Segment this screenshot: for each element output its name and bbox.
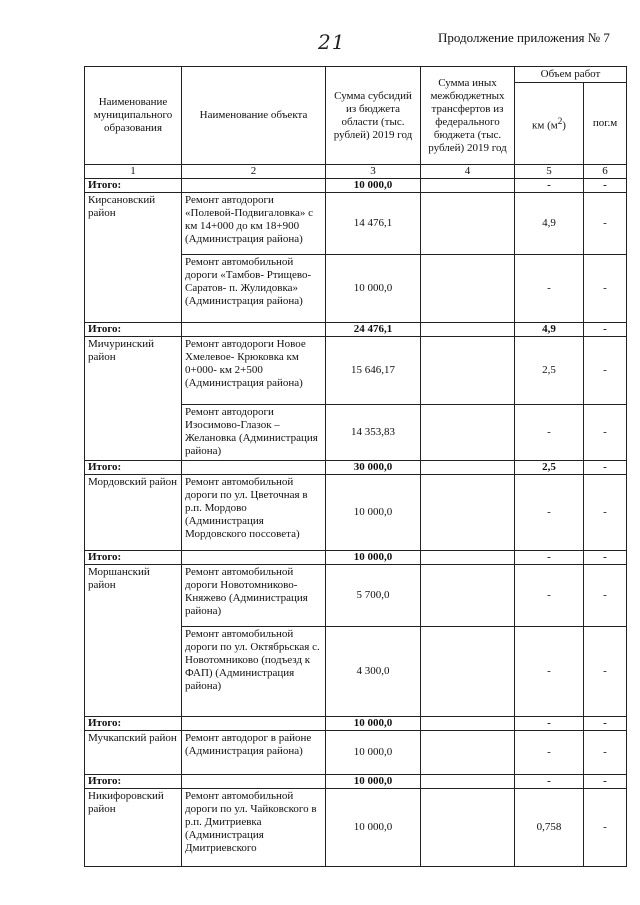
subsidy-amount: 5 700,0 xyxy=(326,565,421,627)
col-number: 2 xyxy=(182,165,326,179)
other-transfers xyxy=(421,405,515,461)
table-row xyxy=(85,193,627,255)
total-label: Итого: xyxy=(85,717,182,731)
total-pogm: - xyxy=(584,179,627,193)
header-km: км $(м^2)$ xyxy=(515,83,584,165)
total-label: Итого: xyxy=(85,551,182,565)
total-subsidy: 30 000,0 xyxy=(326,461,421,475)
table-row xyxy=(85,475,627,551)
volume-km: - xyxy=(515,475,584,551)
total-km: - xyxy=(515,179,584,193)
col-number: 5 xyxy=(515,165,584,179)
total-row xyxy=(85,323,627,337)
total-pogm: - xyxy=(584,775,627,789)
total-pogm: - xyxy=(584,717,627,731)
total-subsidy: 24 476,1 xyxy=(326,323,421,337)
subsidy-amount: 10 000,0 xyxy=(326,731,421,775)
total-empty xyxy=(421,717,515,731)
object-name: Ремонт автодорог в районе (Администрация района) xyxy=(182,731,326,775)
volume-km: - xyxy=(515,627,584,717)
total-row xyxy=(85,775,627,789)
volume-pogm: - xyxy=(584,627,627,717)
volume-pogm: - xyxy=(584,731,627,775)
volume-km: 0,758 xyxy=(515,789,584,867)
total-empty xyxy=(182,179,326,193)
object-name: Ремонт автомобильной дороги «Тамбов- Ртищево-Саратов- п. Жулидовка» (Администрация района) xyxy=(182,255,326,323)
volume-pogm: - xyxy=(584,475,627,551)
total-empty xyxy=(182,323,326,337)
object-name: Ремонт автомобильной дороги Новотомниково- Княжево (Администрация района) xyxy=(182,565,326,627)
district-name: Мордовский район xyxy=(85,475,182,551)
volume-pogm: - xyxy=(584,405,627,461)
total-label: Итого: xyxy=(85,179,182,193)
volume-pogm: - xyxy=(584,565,627,627)
total-empty xyxy=(421,775,515,789)
other-transfers xyxy=(421,337,515,405)
total-empty xyxy=(421,179,515,193)
total-subsidy: 10 000,0 xyxy=(326,775,421,789)
object-name: Ремонт автодороги Изосимово-Глазок – Желановка (Администрация района) xyxy=(182,405,326,461)
object-name: Ремонт автомобильной дороги по ул. Октябрьская с. Новотомниково (подъезд к ФАП) (Администрация района) xyxy=(182,627,326,717)
total-subsidy: 10 000,0 xyxy=(326,551,421,565)
district-name: Кирсановский район xyxy=(85,193,182,323)
total-km: 2,5 xyxy=(515,461,584,475)
subsidy-amount: 4 300,0 xyxy=(326,627,421,717)
total-label: Итого: xyxy=(85,461,182,475)
total-empty xyxy=(421,461,515,475)
subsidy-amount: 10 000,0 xyxy=(326,789,421,867)
total-row xyxy=(85,179,627,193)
total-pogm: - xyxy=(584,461,627,475)
district-name: Моршанский район xyxy=(85,565,182,717)
total-empty xyxy=(421,551,515,565)
other-transfers xyxy=(421,627,515,717)
column-numbers-row xyxy=(85,165,627,179)
header-municipality: Наименование муниципального образования xyxy=(85,67,182,165)
total-label: Итого: xyxy=(85,323,182,337)
header-subsidy: Сумма субсидий из бюджета области (тыс. рублей) 2019 год xyxy=(326,67,421,165)
total-km: - xyxy=(515,717,584,731)
subsidy-table xyxy=(84,66,627,867)
object-name: Ремонт автомобильной дороги по ул. Цветочная в р.п. Мордово (Администрация Мордовского поссовета) xyxy=(182,475,326,551)
other-transfers xyxy=(421,789,515,867)
volume-pogm: - xyxy=(584,337,627,405)
header-other-transfers: Сумма иных межбюджетных трансфертов из федерального бюджета (тыс. рублей) 2019 год xyxy=(421,67,515,165)
header-volume: Объем работ xyxy=(515,67,627,83)
volume-km: 4,9 xyxy=(515,193,584,255)
subsidy-amount: 14 476,1 xyxy=(326,193,421,255)
total-km: - xyxy=(515,551,584,565)
volume-pogm: - xyxy=(584,193,627,255)
subsidy-amount: 10 000,0 xyxy=(326,255,421,323)
district-name: Мичуринский район xyxy=(85,337,182,461)
col-number: 4 xyxy=(421,165,515,179)
total-subsidy: 10 000,0 xyxy=(326,717,421,731)
table-row xyxy=(85,337,627,405)
volume-km: - xyxy=(515,565,584,627)
table-row xyxy=(85,789,627,867)
subsidy-amount: 10 000,0 xyxy=(326,475,421,551)
object-name: Ремонт автомобильной дороги по ул. Чайковского в р.п. Дмитриевка (Администрация Дмитриевского xyxy=(182,789,326,867)
subsidy-amount: 15 646,17 xyxy=(326,337,421,405)
district-name: Мучкапский район xyxy=(85,731,182,775)
total-subsidy: 10 000,0 xyxy=(326,179,421,193)
total-row xyxy=(85,717,627,731)
total-pogm: - xyxy=(584,551,627,565)
subsidy-amount: 14 353,83 xyxy=(326,405,421,461)
table-row xyxy=(85,731,627,775)
total-row xyxy=(85,551,627,565)
header-pogm: пог.м xyxy=(584,83,627,165)
other-transfers xyxy=(421,193,515,255)
table-row xyxy=(85,565,627,627)
total-row xyxy=(85,461,627,475)
total-empty xyxy=(182,717,326,731)
object-name: Ремонт автодороги Новое Хмелевое- Крюковка км 0+000- км 2+500 (Администрация района) xyxy=(182,337,326,405)
volume-km: - xyxy=(515,731,584,775)
object-name: Ремонт автодороги «Полевой-Подвигаловка» с км 14+000 до км 18+900 (Администрация района) xyxy=(182,193,326,255)
other-transfers xyxy=(421,731,515,775)
page-number: 21 xyxy=(318,30,346,54)
col-number: 3 xyxy=(326,165,421,179)
total-label: Итого: xyxy=(85,775,182,789)
volume-km: - xyxy=(515,255,584,323)
col-number: 1 xyxy=(85,165,182,179)
header-object: Наименование объекта xyxy=(182,67,326,165)
total-empty xyxy=(182,551,326,565)
other-transfers xyxy=(421,255,515,323)
other-transfers xyxy=(421,565,515,627)
volume-pogm: - xyxy=(584,789,627,867)
total-empty xyxy=(421,323,515,337)
col-number: 6 xyxy=(584,165,627,179)
total-km: - xyxy=(515,775,584,789)
district-name: Никифоровский район xyxy=(85,789,182,867)
volume-km: 2,5 xyxy=(515,337,584,405)
volume-pogm: - xyxy=(584,255,627,323)
total-km: 4,9 xyxy=(515,323,584,337)
other-transfers xyxy=(421,475,515,551)
total-empty xyxy=(182,461,326,475)
total-pogm: - xyxy=(584,323,627,337)
total-empty xyxy=(182,775,326,789)
volume-km: - xyxy=(515,405,584,461)
continuation-title: Продолжение приложения № 7 xyxy=(438,30,610,45)
